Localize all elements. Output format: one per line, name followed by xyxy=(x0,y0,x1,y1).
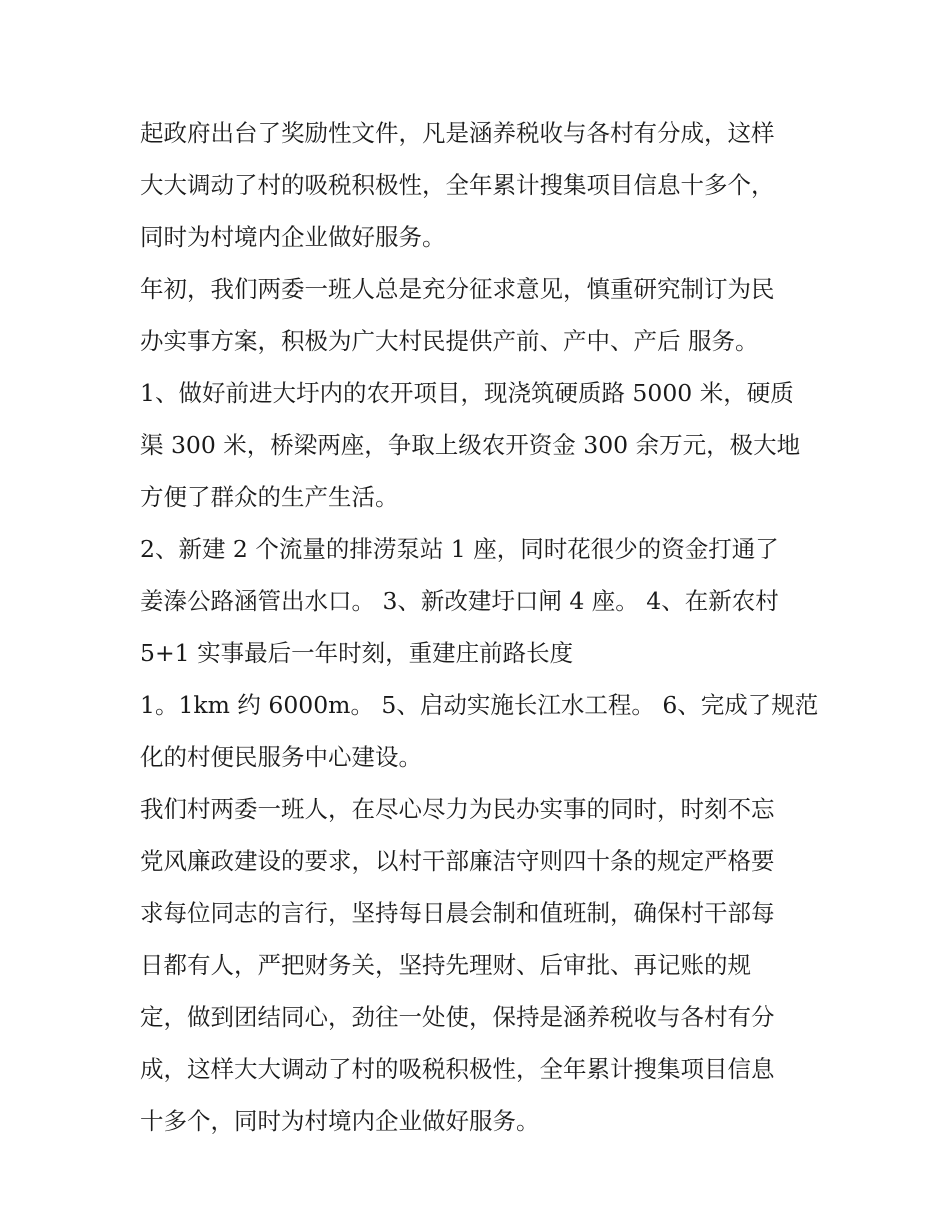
text-line: 年初，我们两委一班人总是充分征求意见，慎重研究制订为民 xyxy=(140,275,775,303)
text-line: 党风廉政建设的要求，以村干部廉洁守则四十条的规定严格要 xyxy=(140,847,775,875)
text-line: 成，这样大大调动了村的吸税积极性，全年累计搜集项目信息 xyxy=(140,1055,775,1083)
text-line: 十多个，同时为村境内企业做好服务。 xyxy=(140,1107,540,1135)
text-line: 同时为村境内企业做好服务。 xyxy=(140,223,446,251)
text-line: 方便了群众的生产生活。 xyxy=(140,483,399,511)
text-line: 1、做好前进大圩内的农开项目，现浇筑硬质路 5000 米，硬质 xyxy=(140,379,794,407)
text-line: 我们村两委一班人，在尽心尽力为民办实事的同时，时刻不忘 xyxy=(140,795,775,823)
text-line: 化的村便民服务中心建设。 xyxy=(140,743,422,771)
text-line: 定，做到团结同心，劲往一处使，保持是涵养税收与各村有分 xyxy=(140,1003,775,1031)
text-line: 求每位同志的言行，坚持每日晨会制和值班制，确保村干部每 xyxy=(140,899,775,927)
text-line: 日都有人，严把财务关，坚持先理财、后审批、再记账的规 xyxy=(140,951,751,979)
text-line: 办实事方案，积极为广大村民提供产前、产中、产后 服务。 xyxy=(140,327,759,355)
text-line: 起政府出台了奖励性文件，凡是涵养税收与各村有分成，这样 xyxy=(140,119,775,147)
text-line: 渠 300 米，桥梁两座，争取上级农开资金 300 余万元，极大地 xyxy=(140,431,801,459)
text-line: 5+1 实事最后一年时刻，重建庄前路长度 xyxy=(140,639,574,667)
text-line: 2、新建 2 个流量的排涝泵站 1 座，同时花很少的资金打通了 xyxy=(140,535,779,563)
document-body xyxy=(140,107,820,1147)
text-line: 大大调动了村的吸税积极性，全年累计搜集项目信息十多个， xyxy=(140,171,775,199)
text-line: 1。1km 约 6000m。 5、启动实施长江水工程。 6、完成了规范 xyxy=(140,691,819,719)
text-line: 姜溱公路涵管出水口。 3、新改建圩口闸 4 座。 4、在新农村 xyxy=(140,587,779,615)
